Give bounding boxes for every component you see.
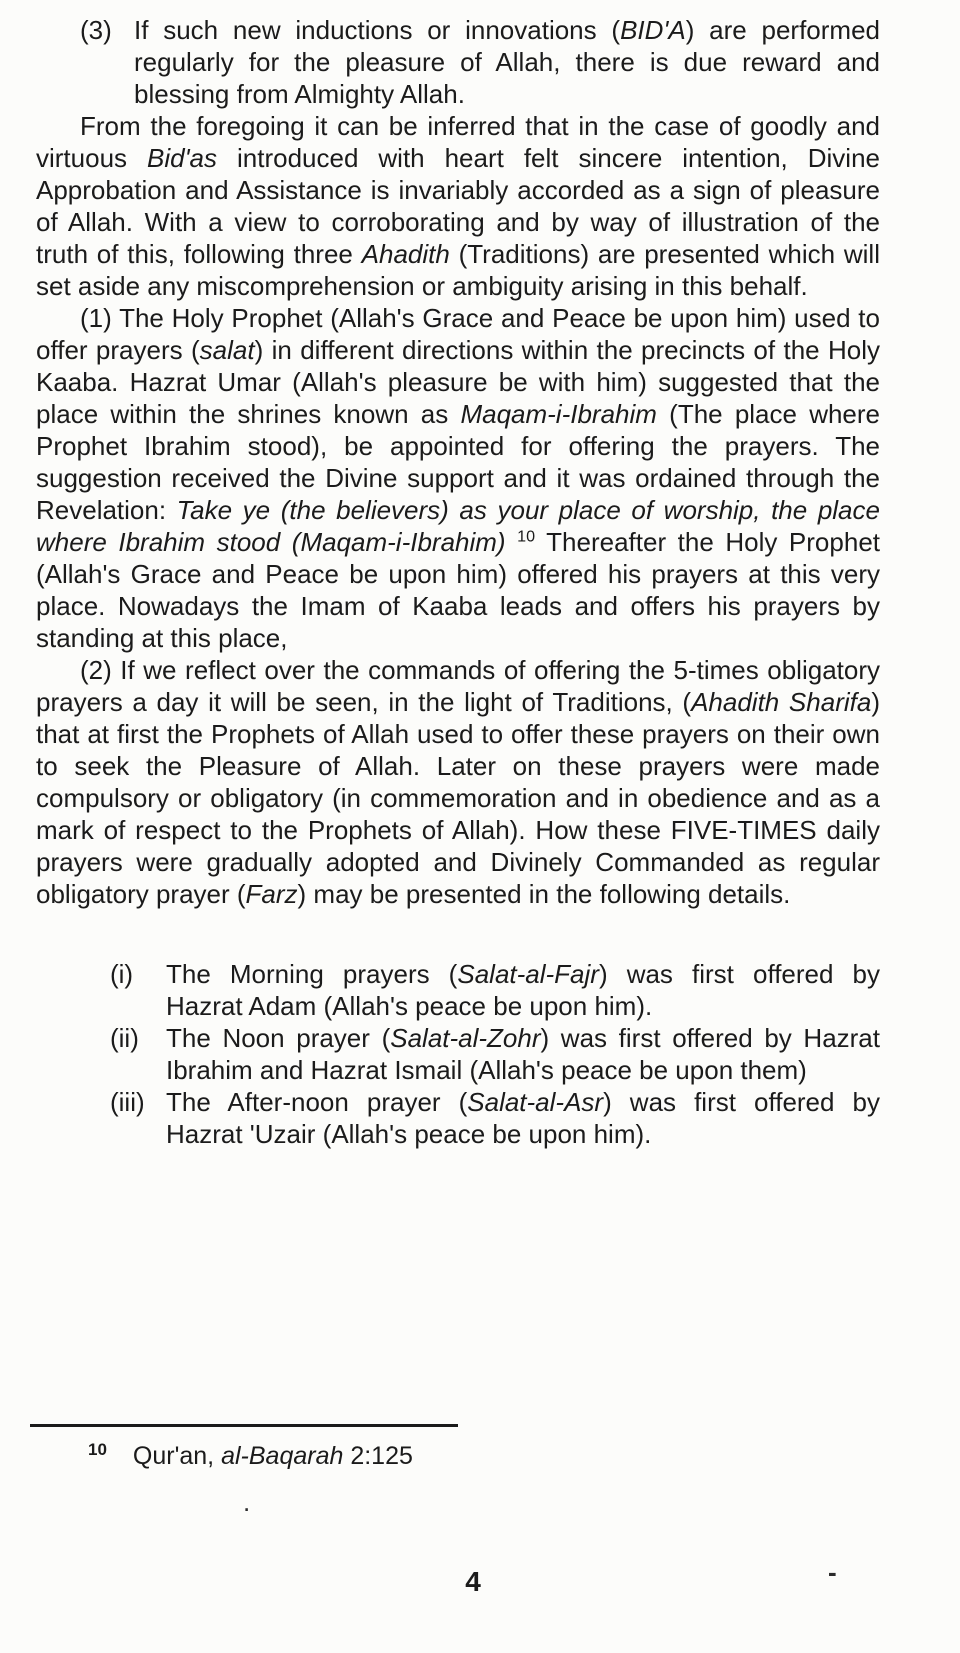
- list-item-iii: [36, 1086, 880, 1150]
- scan-artifact-dash: -: [828, 1557, 837, 1587]
- paragraph-inference: From the foregoing it can be inferred that in the case of goodly and virtuous Bid'as introduced with heart felt sincere intention, Divine Approbation and Assistance is invariably accorded as a sign of pleasure of Allah. With a view to corroborating and by way of illustration of the truth of this, following three Ahadith (Traditions) are presented which will set aside any miscomprehension or ambiguity arising in this behalf.: [36, 111, 880, 301]
- footnote-rule: [30, 1424, 458, 1427]
- list-item-ii-label: (ii): [110, 1023, 139, 1053]
- list-item-ii: [36, 1022, 880, 1086]
- scan-artifact-dot: .: [243, 1487, 251, 1517]
- paragraph-tradition-2: (2) If we reflect over the commands of offering the 5-times obligatory prayers a day it will be seen, in the light of Traditions, (Ahadith Sharifa) that at first the Prophets of Allah used to offer these prayers on their own to seek the Pleasure of Allah. Later on these prayers were made compulsory or obligatory (in commemoration and in obedience and as a mark of respect to the Prophets of Allah). How these FIVE-TIMES daily prayers were gradually adopted and Divinely Commanded as regular obligatory prayer (Farz) may be presented in the following details.: [36, 655, 880, 909]
- list-item-ii-text: The Noon prayer (Salat-al-Zohr) was first offered by Hazrat Ibrahim and Hazrat Ismail (Allah's peace be upon them): [166, 1023, 880, 1085]
- list-item-i-label: (i): [110, 959, 134, 989]
- prayer-list: [36, 958, 880, 1150]
- point-3-label: (3): [80, 15, 112, 45]
- page-body-text: [36, 14, 880, 1150]
- footnote-text: Qur'an, al-Baqarah 2:125: [132, 1442, 413, 1470]
- page-number: 4: [465, 1566, 481, 1597]
- footnote-marker: 10: [88, 1439, 107, 1459]
- list-item-iii-label: (iii): [110, 1087, 145, 1117]
- paragraph-tradition-1: (1) The Holy Prophet (Allah's Grace and Peace be upon him) used to offer prayers (salat) in different directions within the precincts of the Holy Kaaba. Hazrat Umar (Allah's pleasure be with him) suggested that the place within the shrines known as Maqam-i-Ibrahim (The place where Prophet Ibrahim stood), be appointed for offering the prayers. The suggestion received the Divine support and it was ordained through the Revelation: Take ye (the believers) as your place of worship, the place where Ibrahim stood (Maqam-i-Ibrahim) $^{10}$ Thereafter the Holy Prophet (Allah's Grace and Peace be upon him) offered his prayers at this very place. Nowadays the Imam of Kaaba leads and offers his prayers by standing at this place,: [36, 303, 881, 653]
- numbered-point-3: [36, 14, 880, 110]
- footnote-section: [30, 1424, 590, 1471]
- list-item-i-text: The Morning prayers (Salat-al-Fajr) was first offered by Hazrat Adam (Allah's peace be upon him).: [166, 959, 881, 1021]
- list-item-i: [36, 958, 880, 1022]
- point-3-text: If such new inductions or innovations (BID'A) are performed regularly for the pleasure of Allah, there is due reward and blessing from Almighty Allah.: [134, 15, 881, 109]
- footnote: [30, 1441, 590, 1471]
- list-item-iii-text: The After-noon prayer (Salat-al-Asr) was first offered by Hazrat 'Uzair (Allah's peace be upon him).: [166, 1087, 880, 1149]
